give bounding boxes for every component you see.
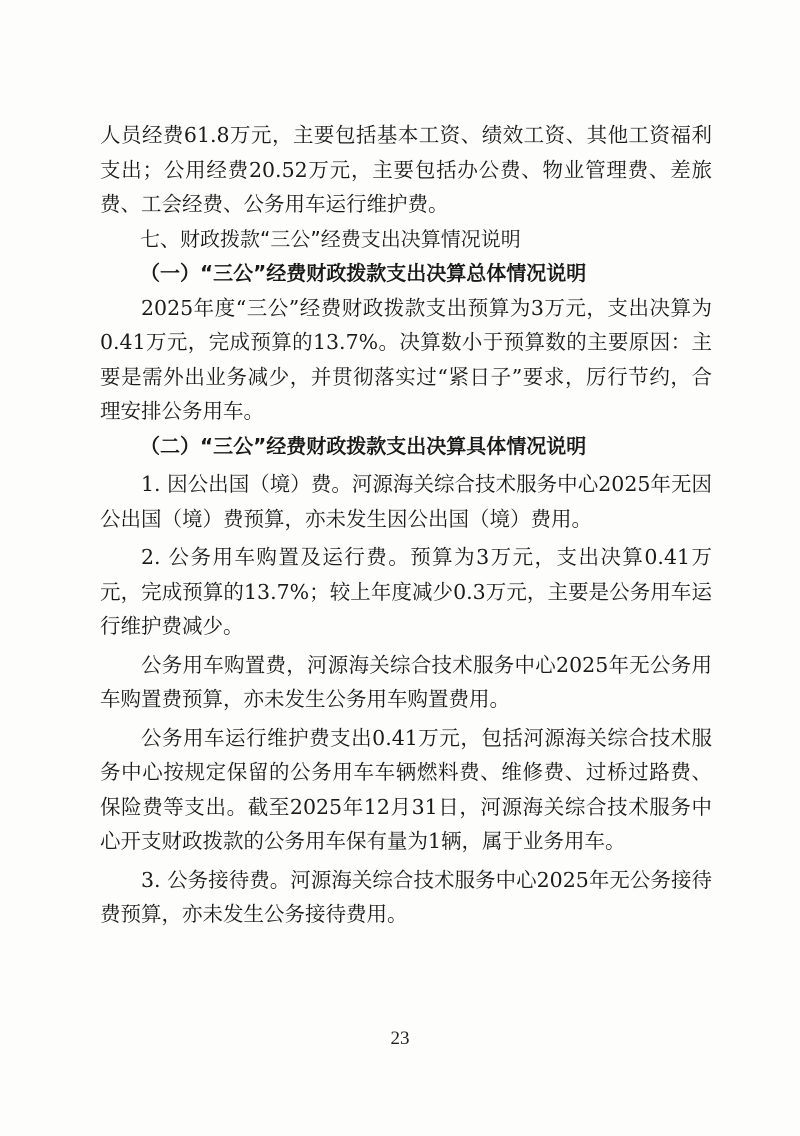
paragraph-vehicle-maintenance: 公务用车运行维护费支出0.41万元，包括河源海关综合技术服务中心按规定保留的公务用车车辆燃料费、维修费、过桥过路费、保险费等支出。截至2025年12月31日，河源海关综合技术服务中心开支财政拨款的公务用车保有量为1辆，属于业务用车。 (100, 725, 712, 853)
subsection-heading-specific: （二）“三公”经费财政拨款支出决算具体情况说明 (140, 433, 587, 458)
paragraph-personnel-expenses: 人员经费61.8万元，主要包括基本工资、绩效工资、其他工资福利支出；公用经费20.52万元，主要包括办公费、物业管理费、差旅费、工会经费、公务用车运行维护费。 (100, 123, 712, 216)
paragraph-overseas-travel: 1. 因公出国（境）费。河源海关综合技术服务中心2025年无因公出国（境）费预算，亦未发生因公出国（境）费用。 (100, 472, 712, 531)
section-heading-three-public: 七、财政拨款“三公”经费支出决算情况说明 (140, 226, 521, 251)
page-number: 23 (390, 1028, 410, 1049)
paragraph-reception: 3. 公务接待费。河源海关综合技术服务中心2025年无公务接待费预算，亦未发生公务接待费用。 (100, 867, 712, 926)
paragraph-vehicle-purchase: 公务用车购置费，河源海关综合技术服务中心2025年无公务用车购置费预算，亦未发生公务用车购置费用。 (100, 652, 712, 711)
paragraph-vehicle-purchase-operation: 2. 公务用车购置及运行费。预算为3万元，支出决算0.41万元，完成预算的13.7%；较上年度减少0.3万元，主要是公务用车运行维护费减少。 (100, 545, 712, 638)
document-body (100, 118, 712, 932)
paragraph-overall-budget: 2025年度“三公”经费财政拨款支出预算为3万元，支出决算为0.41万元，完成预算的13.7%。决算数小于预算数的主要原因：主要是需外出业务减少，并贯彻落实过“紧日子”要求，厉行节约，合理安排公务用车。 (100, 295, 712, 423)
subsection-heading-overall: （一）“三公”经费财政拨款支出决算总体情况说明 (140, 261, 587, 285)
